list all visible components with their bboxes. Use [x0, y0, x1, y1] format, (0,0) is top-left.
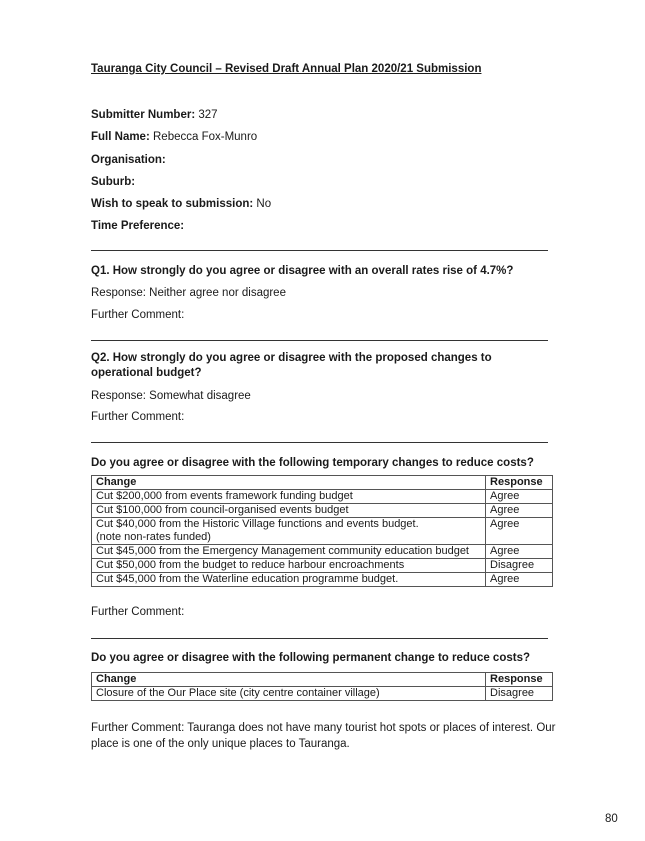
header-change: Change: [92, 476, 486, 490]
change-line-1: Cut $40,000 from the Historic Village functions and events budget.: [96, 518, 419, 530]
table-header-row: [92, 476, 553, 490]
response-cell: Disagree: [486, 687, 553, 701]
change-cell: [92, 518, 486, 545]
permanent-change-table: [91, 672, 553, 701]
response-cell: Agree: [486, 545, 553, 559]
table-row: [92, 687, 553, 701]
document-title: Tauranga City Council – Revised Draft Annual Plan 2020/21 Submission: [91, 63, 482, 75]
table-row: [92, 504, 553, 518]
wish-to-speak: [91, 198, 271, 210]
time-preference-label: Time Preference:: [91, 220, 185, 232]
header-response: Response: [486, 673, 553, 687]
divider: [91, 638, 548, 639]
header-change: Change: [92, 673, 486, 687]
divider: [91, 340, 548, 341]
table-row: [92, 518, 553, 545]
response-cell: Agree: [486, 518, 553, 545]
change-cell: Cut $45,000 from the Emergency Management community education budget: [92, 545, 486, 559]
q1-response: Response: Neither agree nor disagree: [91, 287, 286, 299]
permanent-comment: Further Comment: Tauranga does not have many tourist hot spots or places of interest. Our place is one of the only unique places to Tauranga.: [91, 722, 556, 750]
change-line-2: (note non-rates funded): [96, 531, 211, 543]
organisation: [91, 154, 166, 166]
wish-to-speak-label: Wish to speak to submission:: [91, 198, 254, 210]
time-preference: [91, 220, 184, 232]
table-header-row: [92, 673, 553, 687]
permanent-change-question: Do you agree or disagree with the following permanent change to reduce costs?: [91, 652, 530, 664]
change-cell: Cut $200,000 from events framework funding budget: [92, 490, 486, 504]
q2-question: Q2. How strongly do you agree or disagree with the proposed changes to operational budget?: [91, 352, 492, 379]
submitter-number-value: 327: [195, 109, 218, 121]
q1-question: Q1. How strongly do you agree or disagree with an overall rates rise of 4.7%?: [91, 265, 514, 277]
response-cell: Disagree: [486, 559, 553, 573]
response-cell: Agree: [486, 573, 553, 587]
organisation-label: Organisation:: [91, 154, 166, 166]
wish-to-speak-value: No: [253, 198, 272, 210]
response-cell: Agree: [486, 504, 553, 518]
table-row: [92, 559, 553, 573]
response-cell: Agree: [486, 490, 553, 504]
header-response: Response: [486, 476, 553, 490]
q1-comment: Further Comment:: [91, 309, 185, 321]
full-name-label: Full Name:: [91, 131, 150, 143]
table-row: [92, 490, 553, 504]
suburb-label: Suburb:: [91, 176, 136, 188]
change-cell: Cut $45,000 from the Waterline education programme budget.: [92, 573, 486, 587]
divider: [91, 250, 548, 251]
table-row: [92, 573, 553, 587]
change-cell: Closure of the Our Place site (city centre container village): [92, 687, 486, 701]
change-cell: Cut $100,000 from council-organised events budget: [92, 504, 486, 518]
table-row: [92, 545, 553, 559]
temporary-comment: Further Comment:: [91, 606, 185, 618]
temporary-changes-question: Do you agree or disagree with the following temporary changes to reduce costs?: [91, 457, 534, 469]
page-number: 80: [605, 813, 618, 825]
temporary-changes-table: [91, 475, 553, 587]
full-name: [91, 131, 257, 143]
submitter-number: [91, 109, 218, 121]
q2-response: Response: Somewhat disagree: [91, 390, 251, 402]
q2-comment: Further Comment:: [91, 411, 185, 423]
suburb: [91, 176, 135, 188]
full-name-value: Rebecca Fox-Munro: [149, 131, 258, 143]
submitter-number-label: Submitter Number:: [91, 109, 196, 121]
change-cell: Cut $50,000 from the budget to reduce harbour encroachments: [92, 559, 486, 573]
divider: [91, 442, 548, 443]
